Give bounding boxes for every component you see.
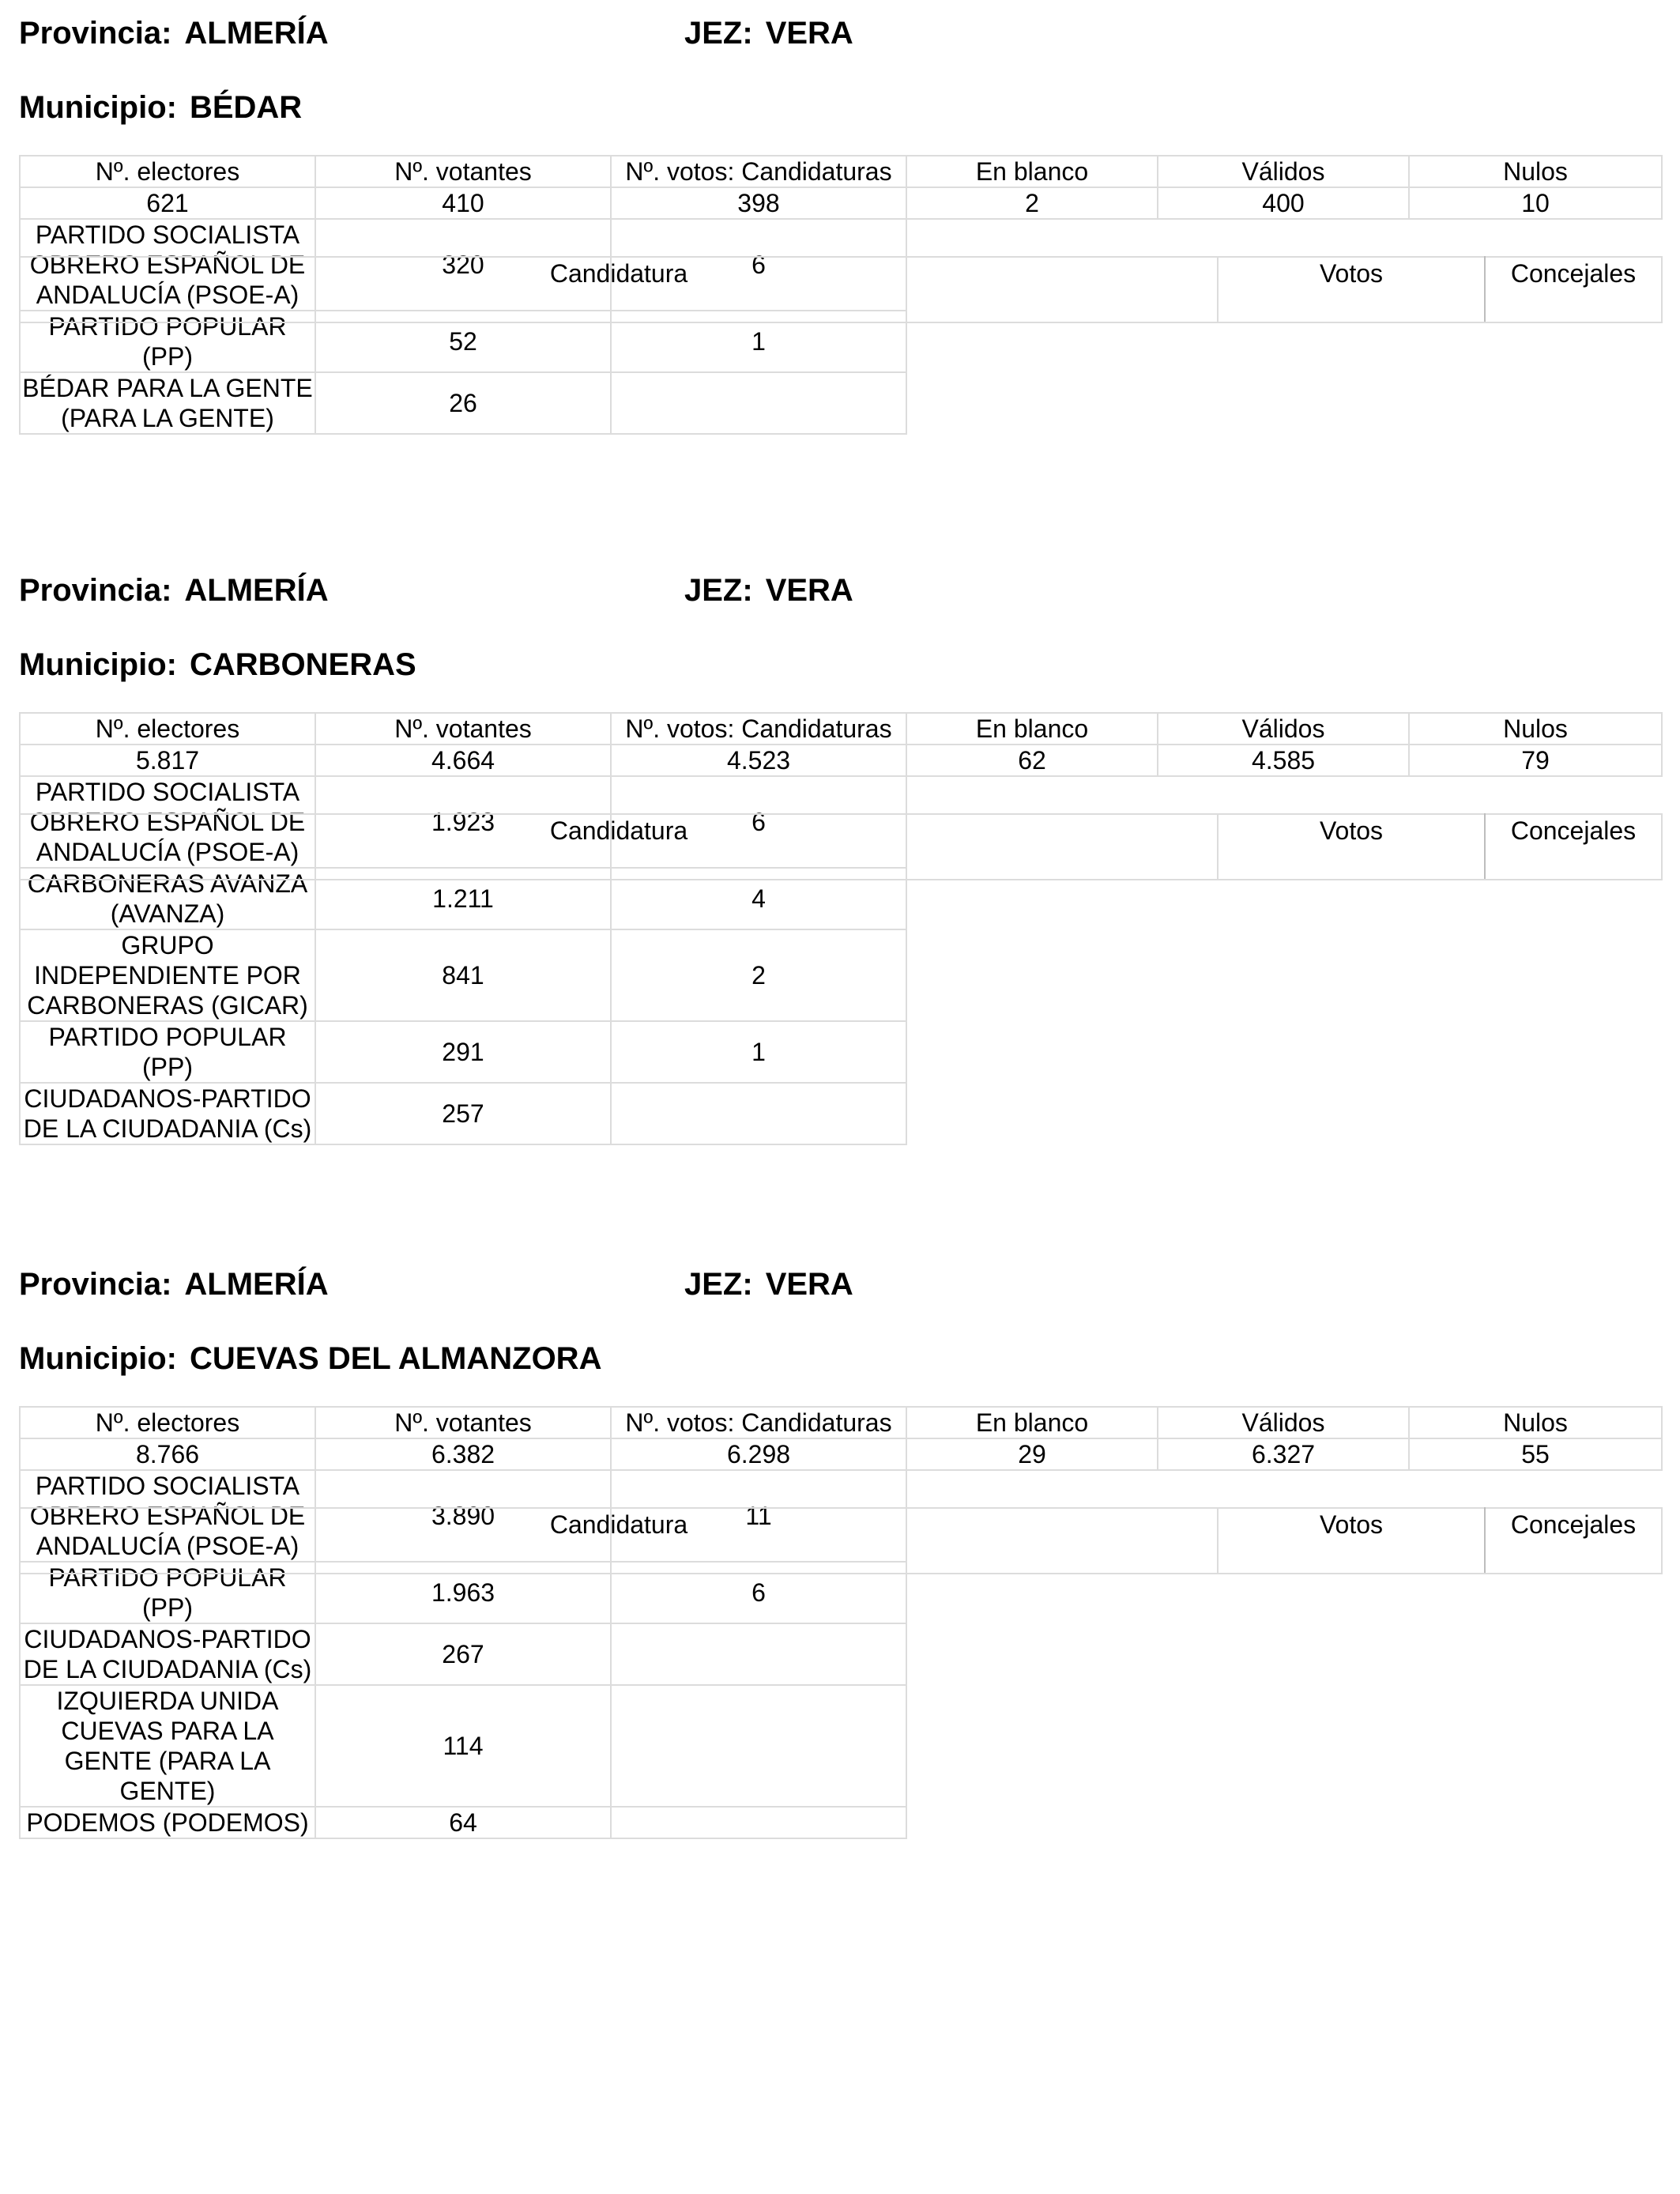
concejales-cell: 11 <box>611 1470 906 1562</box>
votos-cell: 1.211 <box>315 868 611 929</box>
summary-header-cell: Nº. votos: Candidaturas <box>611 1407 906 1438</box>
candidatura-cell: CIUDADANOS-PARTIDO DE LA CIUDADANIA (Cs) <box>20 1623 315 1685</box>
concejales-cell: 1 <box>611 1021 906 1083</box>
summary-value-cell: 4.664 <box>315 745 611 776</box>
results-header-row <box>20 1508 1662 1574</box>
candidatura-cell: CARBONERAS AVANZA (AVANZA) <box>20 868 315 929</box>
votos-cell: 1.963 <box>315 1562 611 1623</box>
provincia-header <box>19 14 329 52</box>
summary-header-cell: Nº. votos: Candidaturas <box>611 713 906 745</box>
provincia-header <box>19 1265 329 1303</box>
summary-header-cell: Nulos <box>1409 1407 1662 1438</box>
summary-header-cell: Nº. votantes <box>315 1407 611 1438</box>
results-header-row <box>20 814 1662 880</box>
votos-cell: 267 <box>315 1623 611 1685</box>
provincia-header <box>19 571 329 609</box>
summary-header-cell: Nulos <box>1409 156 1662 187</box>
provincia-value: ALMERÍA <box>184 16 329 51</box>
summary-value-cell: 79 <box>1409 745 1662 776</box>
summary-value-cell: 400 <box>1158 187 1409 219</box>
candidatura-header: Candidatura <box>20 814 1218 880</box>
votos-cell: 52 <box>315 311 611 372</box>
summary-header-cell: En blanco <box>906 1407 1158 1438</box>
municipio-value: CARBONERAS <box>189 647 416 682</box>
provincia-label: Provincia: <box>19 573 172 608</box>
summary-header-row <box>20 156 1662 187</box>
candidatura-cell: PARTIDO SOCIALISTA OBRERO ESPAÑOL DE ANDALUCÍA (PSOE-A) <box>20 1470 315 1562</box>
votos-cell: 291 <box>315 1021 611 1083</box>
summary-header-cell: Nº. votantes <box>315 156 611 187</box>
jez-value: VERA <box>765 1267 853 1302</box>
summary-header-row <box>20 713 1662 745</box>
concejales-cell: 6 <box>611 776 906 868</box>
candidatura-cell: PARTIDO SOCIALISTA OBRERO ESPAÑOL DE ANDALUCÍA (PSOE-A) <box>20 776 315 868</box>
concejales-cell <box>611 1807 906 1838</box>
jez-value: VERA <box>765 16 853 51</box>
concejales-cell: 2 <box>611 929 906 1021</box>
votos-header: Votos <box>1218 1508 1485 1574</box>
summary-header-cell: En blanco <box>906 713 1158 745</box>
jez-header <box>684 14 853 52</box>
table-row <box>20 1083 1662 1144</box>
table-row <box>20 1685 1662 1807</box>
table-row <box>20 929 1662 1021</box>
summary-value-cell: 10 <box>1409 187 1662 219</box>
table-row <box>20 1021 1662 1083</box>
summary-header-row <box>20 1407 1662 1438</box>
provincia-value: ALMERÍA <box>184 573 329 608</box>
candidatura-cell: PARTIDO POPULAR (PP) <box>20 1021 315 1083</box>
municipio-label: Municipio: <box>19 1341 177 1376</box>
summary-value-cell: 398 <box>611 187 906 219</box>
votos-cell: 3.890 <box>315 1470 611 1562</box>
provincia-label: Provincia: <box>19 16 172 51</box>
summary-value-cell: 6.382 <box>315 1438 611 1470</box>
candidatura-header: Candidatura <box>20 1508 1218 1574</box>
provincia-label: Provincia: <box>19 1267 172 1302</box>
municipio-header <box>19 1340 601 1378</box>
summary-value-cell: 6.327 <box>1158 1438 1409 1470</box>
jez-label: JEZ: <box>684 16 753 51</box>
candidatura-cell: GRUPO INDEPENDIENTE POR CARBONERAS (GICAR) <box>20 929 315 1021</box>
concejales-cell: 6 <box>611 1562 906 1623</box>
votos-cell: 114 <box>315 1685 611 1807</box>
municipio-value: BÉDAR <box>189 90 303 125</box>
candidatura-cell: IZQUIERDA UNIDA CUEVAS PARA LA GENTE (PARA LA GENTE) <box>20 1685 315 1807</box>
concejales-cell: 1 <box>611 311 906 372</box>
results-table <box>19 256 1663 323</box>
votos-cell: 26 <box>315 372 611 434</box>
summary-header-cell: Válidos <box>1158 1407 1409 1438</box>
summary-value-row <box>20 1438 1662 1470</box>
votos-cell: 1.923 <box>315 776 611 868</box>
summary-header-cell: Nulos <box>1409 713 1662 745</box>
jez-header <box>684 571 853 609</box>
concejales-cell <box>611 372 906 434</box>
summary-header-cell: Válidos <box>1158 156 1409 187</box>
votos-cell: 257 <box>315 1083 611 1144</box>
jez-label: JEZ: <box>684 573 753 608</box>
candidatura-cell: PARTIDO POPULAR (PP) <box>20 311 315 372</box>
concejales-header: Concejales <box>1485 1508 1662 1574</box>
summary-header-cell: Válidos <box>1158 713 1409 745</box>
summary-value-cell: 55 <box>1409 1438 1662 1470</box>
table-row <box>20 1623 1662 1685</box>
summary-value-cell: 62 <box>906 745 1158 776</box>
summary-header-cell: Nº. votantes <box>315 713 611 745</box>
summary-header-cell: Nº. electores <box>20 713 315 745</box>
candidatura-cell: BÉDAR PARA LA GENTE (PARA LA GENTE) <box>20 372 315 434</box>
summary-header-cell: Nº. electores <box>20 156 315 187</box>
summary-header-cell: Nº. electores <box>20 1407 315 1438</box>
jez-header <box>684 1265 853 1303</box>
summary-value-cell: 4.585 <box>1158 745 1409 776</box>
summary-value-cell: 2 <box>906 187 1158 219</box>
municipio-label: Municipio: <box>19 647 177 682</box>
summary-value-cell: 29 <box>906 1438 1158 1470</box>
candidatura-cell: PODEMOS (PODEMOS) <box>20 1807 315 1838</box>
votos-cell: 64 <box>315 1807 611 1838</box>
summary-table <box>19 712 1663 1145</box>
summary-value-cell: 410 <box>315 187 611 219</box>
provincia-value: ALMERÍA <box>184 1267 329 1302</box>
summary-header-cell: En blanco <box>906 156 1158 187</box>
concejales-header: Concejales <box>1485 257 1662 322</box>
summary-value-cell: 4.523 <box>611 745 906 776</box>
summary-value-row <box>20 745 1662 776</box>
votos-cell: 320 <box>315 219 611 311</box>
results-header-row <box>20 257 1662 322</box>
votos-cell: 841 <box>315 929 611 1021</box>
concejales-cell <box>611 1083 906 1144</box>
table-row <box>20 1807 1662 1838</box>
results-table <box>19 813 1663 880</box>
summary-value-cell: 8.766 <box>20 1438 315 1470</box>
summary-value-row <box>20 187 1662 219</box>
concejales-cell <box>611 1685 906 1807</box>
jez-value: VERA <box>765 573 853 608</box>
municipio-header <box>19 89 302 126</box>
concejales-cell <box>611 1623 906 1685</box>
summary-value-cell: 6.298 <box>611 1438 906 1470</box>
summary-table <box>19 1406 1663 1839</box>
votos-header: Votos <box>1218 814 1485 880</box>
table-row <box>20 372 1662 434</box>
concejales-cell: 6 <box>611 219 906 311</box>
summary-value-cell: 5.817 <box>20 745 315 776</box>
votos-header: Votos <box>1218 257 1485 322</box>
concejales-header: Concejales <box>1485 814 1662 880</box>
results-table <box>19 1507 1663 1574</box>
candidatura-cell: PARTIDO SOCIALISTA OBRERO ESPAÑOL DE ANDALUCÍA (PSOE-A) <box>20 219 315 311</box>
municipio-label: Municipio: <box>19 90 177 125</box>
candidatura-cell: CIUDADANOS-PARTIDO DE LA CIUDADANIA (Cs) <box>20 1083 315 1144</box>
candidatura-cell: PARTIDO POPULAR (PP) <box>20 1562 315 1623</box>
municipio-value: CUEVAS DEL ALMANZORA <box>189 1341 602 1376</box>
municipio-header <box>19 646 416 684</box>
summary-value-cell: 621 <box>20 187 315 219</box>
candidatura-header: Candidatura <box>20 257 1218 322</box>
summary-header-cell: Nº. votos: Candidaturas <box>611 156 906 187</box>
jez-label: JEZ: <box>684 1267 753 1302</box>
concejales-cell: 4 <box>611 868 906 929</box>
